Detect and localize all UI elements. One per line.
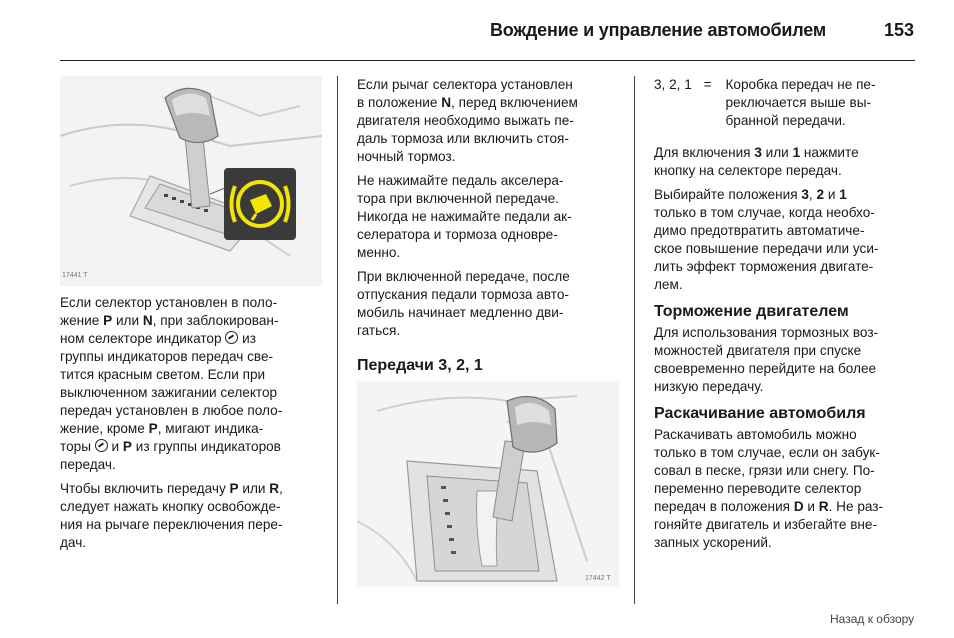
column-divider-left (337, 76, 338, 604)
brake-indicator-icon (225, 331, 238, 344)
col2-paragraph-1: Если рычаг селектора установлен в положение N, перед включением двигателя необходимо выжать пе- даль тормоза или включить стоя- ночный тормоз. (357, 77, 578, 164)
col1-paragraph-1: Если селектор установлен в поло- жение P или N, при заблокирован- ном селекторе индикатор из группы индикаторов передач све- тится красным светом. Если при выключенном зажигании селектор передач установлен в любое поло- жение, кроме P, мигают индика- торы и P из группы индикаторов передач. (60, 295, 283, 472)
col3-paragraph-1: Для включения 3 или 1 нажмите кнопку на селекторе передач. (654, 145, 859, 178)
col2-paragraph-3: При включенной передаче, после отпускания педали тормоза авто- мобиль начинает медленно дви- гаться. (357, 269, 570, 338)
column-1 (60, 294, 330, 558)
header-title: Вождение и управление автомобилем (490, 20, 826, 40)
column-divider-right (634, 76, 635, 604)
section-heading-rocking: Раскачивание автомобиля (654, 405, 866, 422)
brake-indicator-icon (95, 439, 108, 452)
col3-paragraph-4: Раскачивать автомобиль можно только в том случае, если он забук- совал в песке, грязи или снегу. По- переменно переводите селектор передач в положения D и R. Не раз- гоняйте двигатель и избегайте вне- запных ускорений. (654, 427, 884, 550)
col2-paragraph-2: Не нажимайте педаль акселера- тора при включенной передаче. Никогда не нажимайте педали ак- селератора и тормоза одновре- менно. (357, 173, 572, 260)
figure-code-1: 17441 T (62, 272, 88, 279)
back-to-overview-link[interactable]: Назад к обзору (830, 612, 915, 626)
gear-list-text: Коробка передач не пе- реключается выше вы- бранной передачи. (725, 77, 876, 128)
figure-code-2: 17442 T (585, 575, 611, 582)
column-2 (357, 76, 627, 378)
gear-list-equals: = (703, 77, 712, 92)
col3-paragraph-2: Выбирайте положения 3, 2 и 1 только в том случае, когда необхо- димо предотвратить автоматиче- ское повышение передачи или уси- лить эффект торможения двигате- лем. (654, 187, 879, 292)
col1-paragraph-2: Чтобы включить передачу P или R, следует нажать кнопку освобожде- ния на рычаге переключения пере- дач. (60, 481, 283, 550)
figure-selector-gate (357, 381, 619, 587)
section-heading-gears: Передачи 3, 2, 1 (357, 357, 483, 374)
section-heading-engine-braking: Торможение двигателем (654, 303, 849, 320)
page-number: 153 (884, 20, 915, 40)
column-3 (654, 76, 924, 558)
figure-gate-drawing (357, 381, 619, 587)
gear-list-row (654, 76, 924, 130)
header-rule (60, 60, 915, 61)
gear-list-number: 3, 2, 1 (654, 77, 692, 92)
col3-paragraph-3: Для использования тормозных воз- можностей двигателя при спуске своевременно перейдите на более низкую передачу. (654, 325, 879, 394)
figure-selector-indicator (60, 76, 322, 286)
figure-selector-drawing (60, 76, 322, 286)
